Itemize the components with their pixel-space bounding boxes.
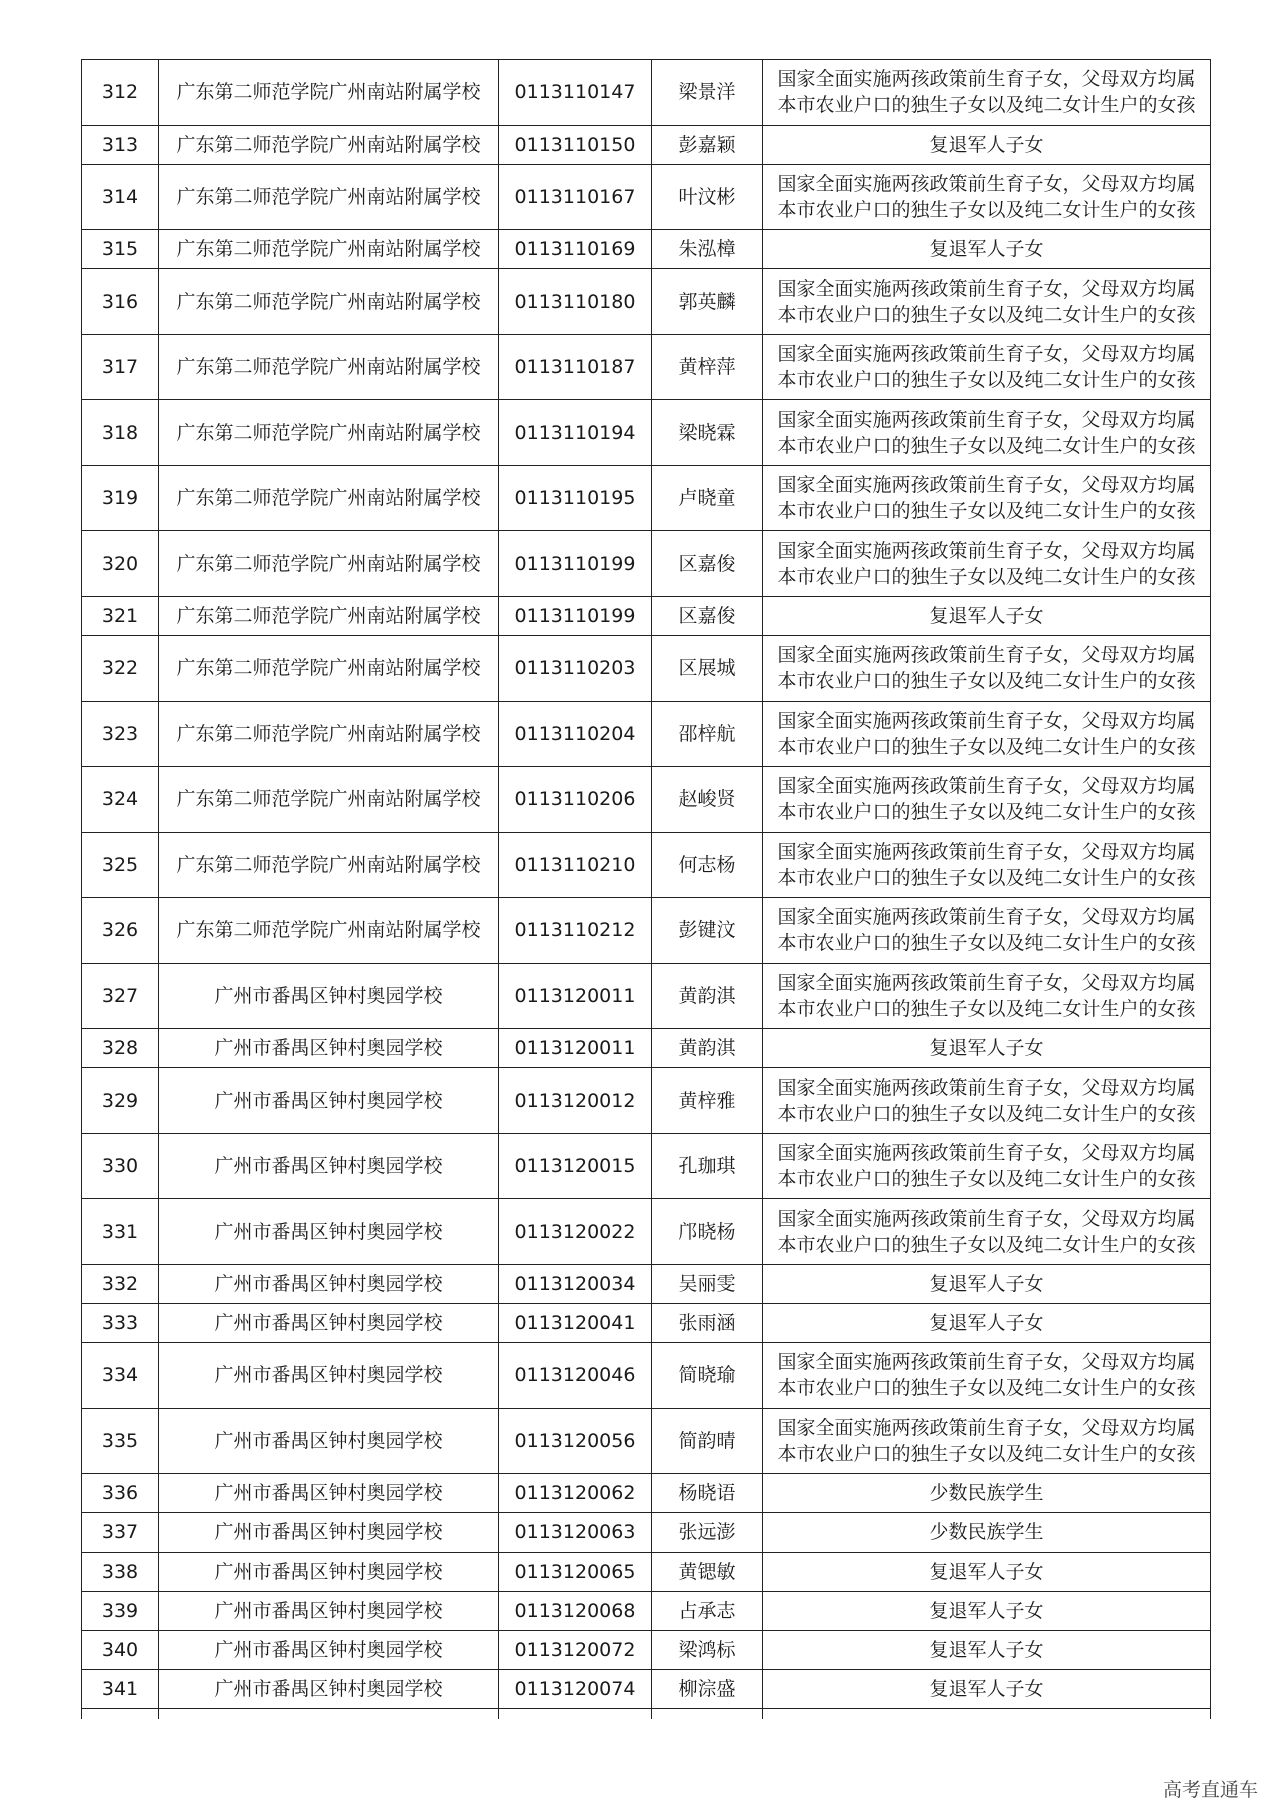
school-cell: 广东第二师范学院广州南站附属学校 — [159, 465, 499, 531]
category-cell: 复退军人子女 — [763, 1670, 1211, 1709]
student-id-cell: 0113120011 — [499, 963, 652, 1029]
school-cell: 广州市番禺区钟村奥园学校 — [159, 1513, 499, 1552]
row-number-cell: 319 — [82, 465, 159, 531]
school-cell: 广州市番禺区钟村奥园学校 — [159, 1552, 499, 1591]
school-cell: 广东第二师范学院广州南站附属学校 — [159, 400, 499, 466]
category-cell: 国家全面实施两孩政策前生育子女，父母双方均属本市农业户口的独生子女以及纯二女计生户的女孩 — [763, 1199, 1211, 1265]
school-cell: 广东第二师范学院广州南站附属学校 — [159, 164, 499, 230]
student-name-cell: 黄锶敏 — [652, 1552, 763, 1591]
student-id-cell: 0113110199 — [499, 531, 652, 597]
student-id-cell: 0113120065 — [499, 1552, 652, 1591]
table-continuation — [82, 1709, 1211, 1720]
category-cell: 国家全面实施两孩政策前生育子女，父母双方均属本市农业户口的独生子女以及纯二女计生户的女孩 — [763, 1133, 1211, 1199]
table-row — [82, 596, 1211, 635]
student-name-cell: 梁鸿标 — [652, 1630, 763, 1669]
student-id-cell: 0113120041 — [499, 1303, 652, 1342]
continuation-cell — [159, 1709, 499, 1720]
table-body — [82, 60, 1211, 1720]
table-row — [82, 1133, 1211, 1199]
table-row — [82, 1068, 1211, 1134]
category-cell: 国家全面实施两孩政策前生育子女，父母双方均属本市农业户口的独生子女以及纯二女计生户的女孩 — [763, 1068, 1211, 1134]
school-cell: 广州市番禺区钟村奥园学校 — [159, 1133, 499, 1199]
school-cell: 广东第二师范学院广州南站附属学校 — [159, 596, 499, 635]
student-name-cell: 彭键汶 — [652, 898, 763, 964]
row-number-cell: 339 — [82, 1591, 159, 1630]
row-number-cell: 332 — [82, 1264, 159, 1303]
row-number-cell: 322 — [82, 636, 159, 702]
student-id-cell: 0113120034 — [499, 1264, 652, 1303]
student-id-cell: 0113120022 — [499, 1199, 652, 1265]
school-cell: 广州市番禺区钟村奥园学校 — [159, 1199, 499, 1265]
table-row — [82, 963, 1211, 1029]
school-cell: 广东第二师范学院广州南站附属学校 — [159, 832, 499, 898]
student-name-cell: 邝晓杨 — [652, 1199, 763, 1265]
student-id-cell: 0113110212 — [499, 898, 652, 964]
row-number-cell: 323 — [82, 701, 159, 767]
table-row — [82, 1474, 1211, 1513]
student-name-cell: 卢晓童 — [652, 465, 763, 531]
school-cell: 广州市番禺区钟村奥园学校 — [159, 1408, 499, 1474]
continuation-cell — [82, 1709, 159, 1720]
student-name-cell: 吴丽雯 — [652, 1264, 763, 1303]
category-cell: 复退军人子女 — [763, 1591, 1211, 1630]
school-cell: 广州市番禺区钟村奥园学校 — [159, 1591, 499, 1630]
school-cell: 广东第二师范学院广州南站附属学校 — [159, 230, 499, 269]
school-cell: 广州市番禺区钟村奥园学校 — [159, 1474, 499, 1513]
student-name-cell: 黄梓雅 — [652, 1068, 763, 1134]
row-number-cell: 324 — [82, 767, 159, 833]
table-row — [82, 898, 1211, 964]
table-row — [82, 832, 1211, 898]
student-id-cell: 0113120062 — [499, 1474, 652, 1513]
row-number-cell: 328 — [82, 1029, 159, 1068]
student-name-cell: 邵梓航 — [652, 701, 763, 767]
table-row — [82, 269, 1211, 335]
student-name-cell: 郭英麟 — [652, 269, 763, 335]
student-id-cell: 0113110194 — [499, 400, 652, 466]
student-id-cell: 0113110180 — [499, 269, 652, 335]
school-cell: 广东第二师范学院广州南站附属学校 — [159, 898, 499, 964]
student-name-cell: 朱泓樟 — [652, 230, 763, 269]
student-id-cell: 0113110187 — [499, 334, 652, 400]
row-number-cell: 338 — [82, 1552, 159, 1591]
row-number-cell: 334 — [82, 1343, 159, 1409]
school-cell: 广东第二师范学院广州南站附属学校 — [159, 125, 499, 164]
student-id-cell: 0113110199 — [499, 596, 652, 635]
student-name-cell: 区嘉俊 — [652, 596, 763, 635]
category-cell: 国家全面实施两孩政策前生育子女，父母双方均属本市农业户口的独生子女以及纯二女计生户的女孩 — [763, 60, 1211, 126]
category-cell: 复退军人子女 — [763, 1630, 1211, 1669]
student-id-cell: 0113110167 — [499, 164, 652, 230]
category-cell: 国家全面实施两孩政策前生育子女，父母双方均属本市农业户口的独生子女以及纯二女计生户的女孩 — [763, 269, 1211, 335]
school-cell: 广州市番禺区钟村奥园学校 — [159, 1670, 499, 1709]
student-name-cell: 张远澎 — [652, 1513, 763, 1552]
school-cell: 广州市番禺区钟村奥园学校 — [159, 1029, 499, 1068]
row-number-cell: 315 — [82, 230, 159, 269]
school-cell: 广东第二师范学院广州南站附属学校 — [159, 60, 499, 126]
table-row — [82, 125, 1211, 164]
student-name-cell: 区嘉俊 — [652, 531, 763, 597]
category-cell: 国家全面实施两孩政策前生育子女，父母双方均属本市农业户口的独生子女以及纯二女计生户的女孩 — [763, 701, 1211, 767]
school-cell: 广东第二师范学院广州南站附属学校 — [159, 531, 499, 597]
school-cell: 广东第二师范学院广州南站附属学校 — [159, 334, 499, 400]
row-number-cell: 327 — [82, 963, 159, 1029]
school-cell: 广州市番禺区钟村奥园学校 — [159, 1343, 499, 1409]
table-row — [82, 1303, 1211, 1342]
category-cell: 复退军人子女 — [763, 125, 1211, 164]
category-cell: 国家全面实施两孩政策前生育子女，父母双方均属本市农业户口的独生子女以及纯二女计生户的女孩 — [763, 400, 1211, 466]
student-id-cell: 0113120012 — [499, 1068, 652, 1134]
student-id-cell: 0113110147 — [499, 60, 652, 126]
continuation-cell — [763, 1709, 1211, 1720]
row-number-cell: 329 — [82, 1068, 159, 1134]
student-name-cell: 区展城 — [652, 636, 763, 702]
student-name-cell: 赵峻贤 — [652, 767, 763, 833]
row-number-cell: 340 — [82, 1630, 159, 1669]
continuation-cell — [652, 1709, 763, 1720]
student-id-cell: 0113120074 — [499, 1670, 652, 1709]
student-name-cell: 彭嘉颖 — [652, 125, 763, 164]
category-cell: 复退军人子女 — [763, 1029, 1211, 1068]
school-cell: 广州市番禺区钟村奥园学校 — [159, 1630, 499, 1669]
category-cell: 复退军人子女 — [763, 1264, 1211, 1303]
category-cell: 复退军人子女 — [763, 1303, 1211, 1342]
student-name-cell: 张雨涵 — [652, 1303, 763, 1342]
table-row — [82, 1029, 1211, 1068]
table-row — [82, 701, 1211, 767]
student-name-cell: 柳淙盛 — [652, 1670, 763, 1709]
category-cell: 国家全面实施两孩政策前生育子女，父母双方均属本市农业户口的独生子女以及纯二女计生户的女孩 — [763, 832, 1211, 898]
student-id-cell: 0113120072 — [499, 1630, 652, 1669]
student-name-cell: 梁晓霖 — [652, 400, 763, 466]
category-cell: 国家全面实施两孩政策前生育子女，父母双方均属本市农业户口的独生子女以及纯二女计生户的女孩 — [763, 636, 1211, 702]
student-name-cell: 占承志 — [652, 1591, 763, 1630]
table-row — [82, 1670, 1211, 1709]
admission-table — [81, 59, 1211, 1719]
category-cell: 国家全面实施两孩政策前生育子女，父母双方均属本市农业户口的独生子女以及纯二女计生户的女孩 — [763, 334, 1211, 400]
student-name-cell: 何志杨 — [652, 832, 763, 898]
student-name-cell: 杨晓语 — [652, 1474, 763, 1513]
category-cell: 国家全面实施两孩政策前生育子女，父母双方均属本市农业户口的独生子女以及纯二女计生户的女孩 — [763, 164, 1211, 230]
student-id-cell: 0113110204 — [499, 701, 652, 767]
row-number-cell: 320 — [82, 531, 159, 597]
row-number-cell: 325 — [82, 832, 159, 898]
student-name-cell: 简晓瑜 — [652, 1343, 763, 1409]
school-cell: 广州市番禺区钟村奥园学校 — [159, 1068, 499, 1134]
row-number-cell: 341 — [82, 1670, 159, 1709]
school-cell: 广州市番禺区钟村奥园学校 — [159, 1303, 499, 1342]
table-row — [82, 531, 1211, 597]
category-cell: 复退军人子女 — [763, 230, 1211, 269]
row-number-cell: 321 — [82, 596, 159, 635]
row-number-cell: 330 — [82, 1133, 159, 1199]
table-row — [82, 1591, 1211, 1630]
student-name-cell: 梁景洋 — [652, 60, 763, 126]
student-name-cell: 黄韵淇 — [652, 963, 763, 1029]
student-id-cell: 0113120046 — [499, 1343, 652, 1409]
student-id-cell: 0113120068 — [499, 1591, 652, 1630]
student-id-cell: 0113110195 — [499, 465, 652, 531]
row-number-cell: 316 — [82, 269, 159, 335]
row-number-cell: 314 — [82, 164, 159, 230]
row-number-cell: 333 — [82, 1303, 159, 1342]
category-cell: 少数民族学生 — [763, 1474, 1211, 1513]
student-id-cell: 0113110206 — [499, 767, 652, 833]
student-id-cell: 0113110210 — [499, 832, 652, 898]
row-number-cell: 312 — [82, 60, 159, 126]
table-row — [82, 230, 1211, 269]
category-cell: 国家全面实施两孩政策前生育子女，父母双方均属本市农业户口的独生子女以及纯二女计生户的女孩 — [763, 465, 1211, 531]
student-id-cell: 0113120063 — [499, 1513, 652, 1552]
table-row — [82, 767, 1211, 833]
row-number-cell: 317 — [82, 334, 159, 400]
school-cell: 广州市番禺区钟村奥园学校 — [159, 963, 499, 1029]
student-id-cell: 0113120015 — [499, 1133, 652, 1199]
row-number-cell: 326 — [82, 898, 159, 964]
table-row — [82, 1630, 1211, 1669]
watermark: 高考直通车 — [1162, 1779, 1258, 1801]
row-number-cell: 336 — [82, 1474, 159, 1513]
table-row — [82, 400, 1211, 466]
category-cell: 少数民族学生 — [763, 1513, 1211, 1552]
category-cell: 国家全面实施两孩政策前生育子女，父母双方均属本市农业户口的独生子女以及纯二女计生户的女孩 — [763, 963, 1211, 1029]
table-row — [82, 1513, 1211, 1552]
category-cell: 复退军人子女 — [763, 596, 1211, 635]
student-name-cell: 简韵晴 — [652, 1408, 763, 1474]
school-cell: 广东第二师范学院广州南站附属学校 — [159, 701, 499, 767]
student-id-cell: 0113110169 — [499, 230, 652, 269]
document-sheet — [81, 59, 1210, 1719]
row-number-cell: 313 — [82, 125, 159, 164]
table-row — [82, 636, 1211, 702]
category-cell: 复退军人子女 — [763, 1552, 1211, 1591]
category-cell: 国家全面实施两孩政策前生育子女，父母双方均属本市农业户口的独生子女以及纯二女计生户的女孩 — [763, 767, 1211, 833]
table-row — [82, 1408, 1211, 1474]
table-row — [82, 164, 1211, 230]
student-id-cell: 0113120011 — [499, 1029, 652, 1068]
student-name-cell: 孔珈琪 — [652, 1133, 763, 1199]
school-cell: 广东第二师范学院广州南站附属学校 — [159, 767, 499, 833]
school-cell: 广州市番禺区钟村奥园学校 — [159, 1264, 499, 1303]
table-row — [82, 334, 1211, 400]
row-number-cell: 337 — [82, 1513, 159, 1552]
table-row — [82, 1343, 1211, 1409]
category-cell: 国家全面实施两孩政策前生育子女，父母双方均属本市农业户口的独生子女以及纯二女计生户的女孩 — [763, 1408, 1211, 1474]
student-name-cell: 黄梓萍 — [652, 334, 763, 400]
table-row — [82, 1199, 1211, 1265]
table-row — [82, 465, 1211, 531]
table-row — [82, 1264, 1211, 1303]
table-row — [82, 60, 1211, 126]
student-id-cell: 0113110150 — [499, 125, 652, 164]
row-number-cell: 331 — [82, 1199, 159, 1265]
school-cell: 广东第二师范学院广州南站附属学校 — [159, 269, 499, 335]
row-number-cell: 318 — [82, 400, 159, 466]
student-name-cell: 黄韵淇 — [652, 1029, 763, 1068]
student-id-cell: 0113110203 — [499, 636, 652, 702]
category-cell: 国家全面实施两孩政策前生育子女，父母双方均属本市农业户口的独生子女以及纯二女计生户的女孩 — [763, 1343, 1211, 1409]
school-cell: 广东第二师范学院广州南站附属学校 — [159, 636, 499, 702]
continuation-cell — [499, 1709, 652, 1720]
row-number-cell: 335 — [82, 1408, 159, 1474]
table-row — [82, 1552, 1211, 1591]
student-id-cell: 0113120056 — [499, 1408, 652, 1474]
category-cell: 国家全面实施两孩政策前生育子女，父母双方均属本市农业户口的独生子女以及纯二女计生户的女孩 — [763, 898, 1211, 964]
student-name-cell: 叶汶彬 — [652, 164, 763, 230]
category-cell: 国家全面实施两孩政策前生育子女，父母双方均属本市农业户口的独生子女以及纯二女计生户的女孩 — [763, 531, 1211, 597]
